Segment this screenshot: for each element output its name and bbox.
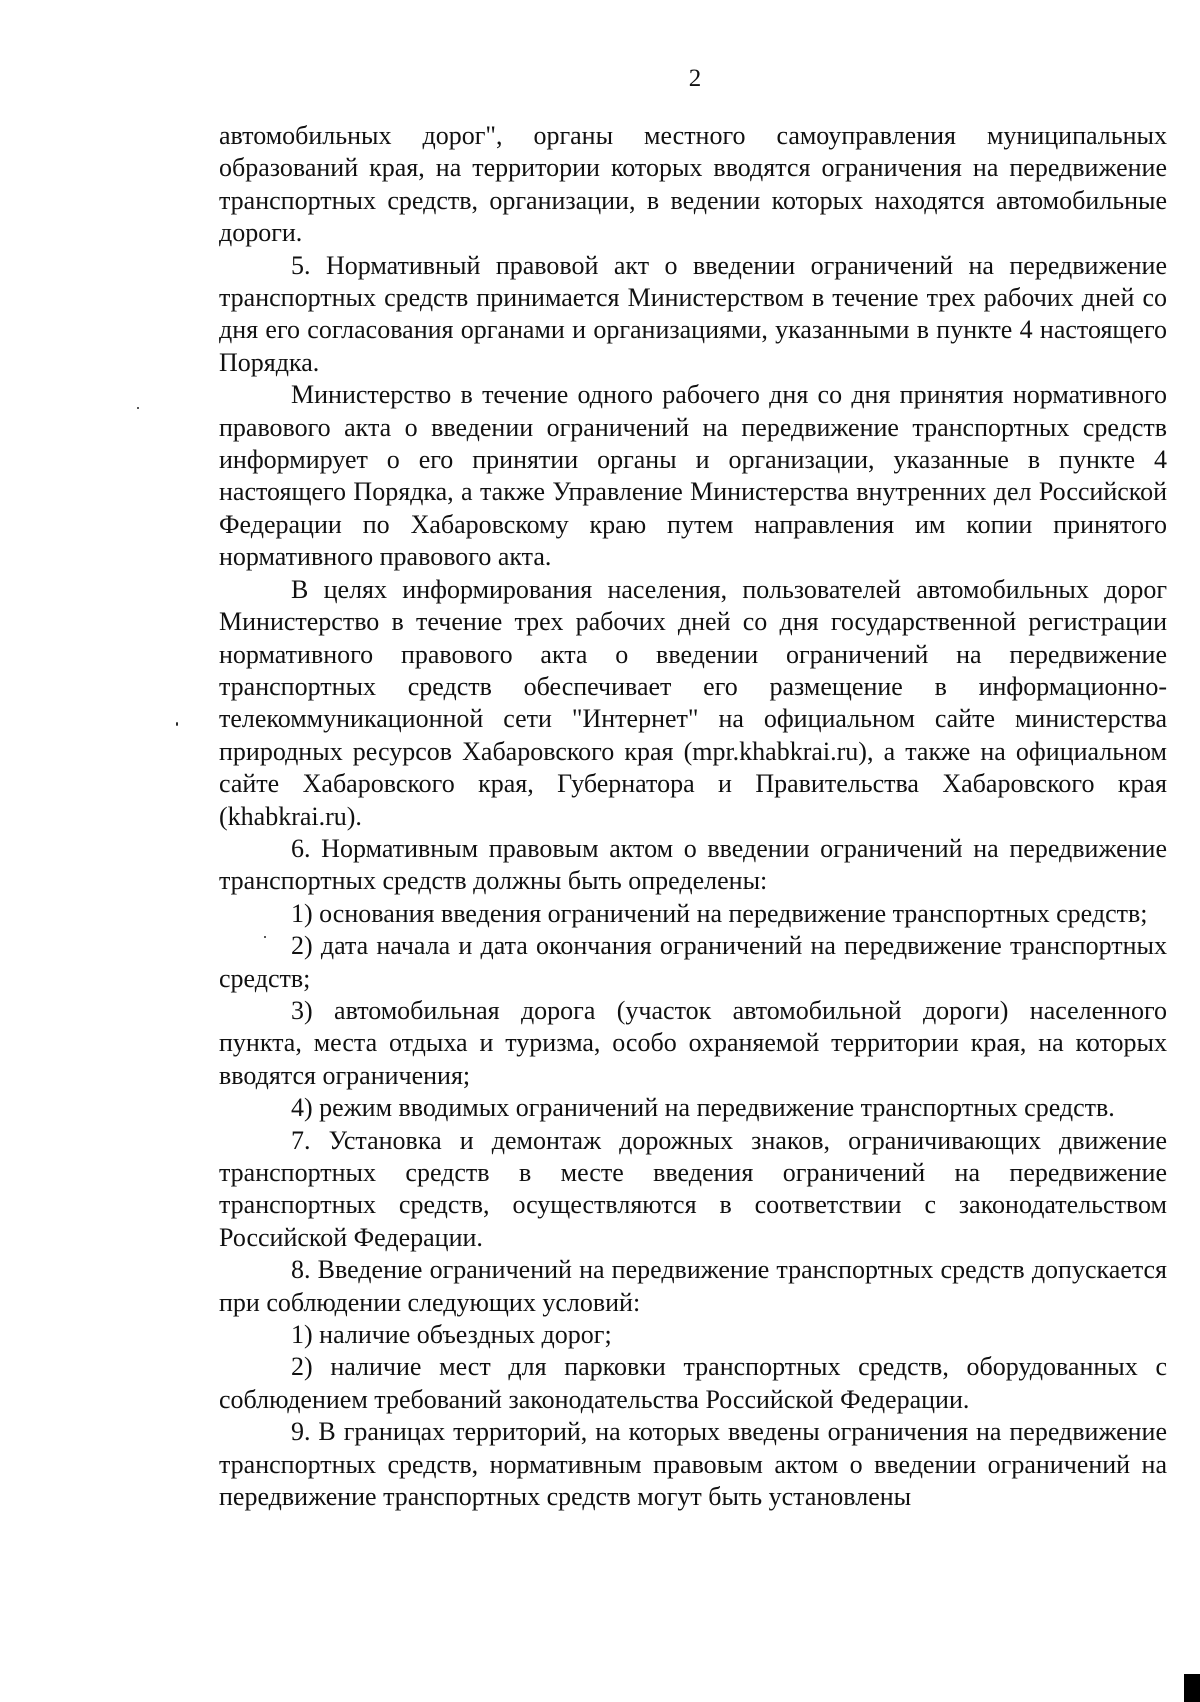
page-number: 2 bbox=[688, 65, 702, 92]
list-item-6-1: 1) основания введения ограничений на передвижение транспортных средств; bbox=[291, 898, 1148, 928]
paragraph-item-5: 5. Нормативный правовой акт о введении ограничений на передвижение транспортных средств принимается Министерством в течение трех рабочих дней со дня его согласования органами и организациями, указанными в пункте 4 настоящего Порядка. bbox=[219, 250, 1167, 377]
paragraph-item-7: 7. Установка и демонтаж дорожных знаков, ограничивающих движение транспортных средств в месте введения ограничений на передвижение транспортных средств, осуществляются в соответствии с законодательством Российской Федерации. bbox=[219, 1125, 1167, 1252]
list-item-8-1: 1) наличие объездных дорог; bbox=[291, 1320, 612, 1350]
paragraph-ministry-informs: Министерство в течение одного рабочего дня со дня принятия нормативного правового акта о введении ограничений на передвижение транспортных средств информирует о его принятии органы и организации, указанные в пункте 4 настоящего Порядка, а также Управление Министерства внутренних дел Российской Федерации по Хабаровскому краю путем направления им копии принятого нормативного правового акта. bbox=[219, 380, 1167, 572]
list-item-6-4: 4) режим вводимых ограничений на передвижение транспортных средств. bbox=[291, 1093, 1115, 1123]
list-item-8-2: 2) наличие мест для парковки транспортных средств, оборудованных с соблюдением требований законодательства Российской Федерации. bbox=[219, 1352, 1167, 1414]
paragraph-public-information: В целях информирования населения, пользователей автомобильных дорог Министерство в течение трех рабочих дней со дня государственной регистрации нормативного правового акта о введении ограничений на передвижение транспортных средств обеспечивает его размещение в информационно-телекоммуникационной сети "Интернет" на официальном сайте министерства природных ресурсов Хабаровского края (mpr.khabkrai.ru), а также на официальном сайте Хабаровского края, Губернатора и Правительства Хабаровского края (khabkrai.ru). bbox=[219, 574, 1167, 831]
paragraph-item-9: 9. В границах территорий, на которых введены ограничения на передвижение транспортных средств, нормативным правовым актом о введении ограничений на передвижение транспортных средств могут быть установлены bbox=[219, 1417, 1167, 1512]
scan-speck bbox=[176, 722, 178, 726]
paragraph-item-6: 6. Нормативным правовым актом о введении ограничений на передвижение транспортных средств должны быть определены: bbox=[219, 833, 1167, 896]
paragraph-item-8: 8. Введение ограничений на передвижение транспортных средств допускается при соблюдении следующих условий: bbox=[219, 1255, 1167, 1317]
document-body bbox=[219, 120, 1167, 1513]
list-item-6-3: 3) автомобильная дорога (участок автомобильной дороги) населенного пункта, места отдыха и туризма, особо охраняемой территории края, на которых вводятся ограничения; bbox=[219, 995, 1167, 1090]
scan-speck bbox=[264, 936, 266, 938]
list-item-6-2: 2) дата начала и дата окончания ограничений на передвижение транспортных средств; bbox=[219, 931, 1167, 993]
paragraph-continuation: автомобильных дорог", органы местного самоуправления муниципальных образований края, на территории которых вводятся ограничения на передвижение транспортных средств, организации, в ведении которых находятся автомобильные дороги. bbox=[219, 121, 1167, 248]
scan-edge-mark bbox=[1184, 1674, 1200, 1702]
scan-speck bbox=[137, 407, 139, 409]
